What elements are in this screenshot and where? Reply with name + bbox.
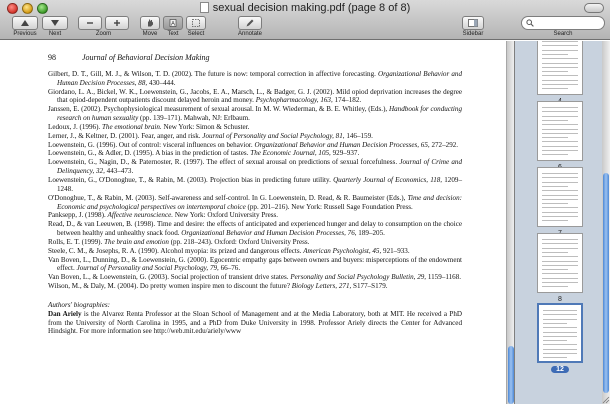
zoom-label: Zoom [95,31,112,37]
thumbnail-label: 8 [558,296,562,303]
svg-text:A: A [170,21,176,28]
hand-icon [146,19,154,28]
reference-item: Gilbert, D. T., Gill, M. J., & Wilson, T. D. (2002). The future is now: temporal correction in affective forecasting. Organizational Behavior and Human Decision Processes, 88, 430–444. [48,69,462,87]
resize-grip-icon[interactable] [600,394,610,404]
pdf-document-icon [200,2,209,13]
zoom-in-button[interactable] [105,16,129,30]
sidebar-scroll-thumb[interactable] [603,173,609,393]
reference-item: Steele, C. M., & Josephs, R. A. (1990). Alcohol myopia: its prized and dangerous effects. American Psychologist, 45, 921–933. [48,246,410,255]
thumbnail-image [537,233,583,293]
move-label: Move [142,31,158,37]
pdf-page [48,41,462,336]
thumbnail-label: 12 [537,366,583,373]
reference-item: Janssen, E. (2002). Psychophysiological measurement of sexual arousal. In M. W. Wiederman, & B. E. Whitley, (Eds.), Handbook for conducting research on human sexuality (pp. 139–171). Mahwah, NJ: Erlbaum. [48,105,462,123]
reference-item: Loewenstein, G. (1996). Out of control: visceral influences on behavior. Organizational Behavior and Human Decision Processes, 65, 272–292. [48,140,459,149]
select-tool-button[interactable] [186,16,206,30]
biographies-heading: Authors' biographies: [48,300,111,309]
reference-item: Rolls, E. T. (1999). The brain and emotion (pp. 218–243). Oxford: Oxford University Press. [48,237,310,246]
page-thumbnail[interactable] [537,167,583,237]
minus-icon [86,19,94,27]
search-field[interactable] [521,16,605,30]
pencil-icon [246,19,255,28]
toolbar-toggle-button[interactable] [584,3,604,13]
reference-item: Lerner, J., & Keltner, D. (2001). Fear, anger, and risk. Journal of Personality and Social Psychology, 81, 146–159. [48,131,373,140]
reference-item: Loewenstein, G., & Adler, D. (1995). A bias in the prediction of tastes. The Economic Journal, 105, 929–937. [48,149,360,158]
annotate-button[interactable] [238,16,262,30]
text-cursor-icon [169,19,177,28]
document-scrollbar[interactable] [506,41,514,404]
sidebar-toggle-button[interactable] [462,16,484,30]
page-number: 98 [48,53,56,62]
thumbnail-image [537,167,583,227]
references-list [48,70,462,291]
arrow-down-icon [50,19,60,27]
document-view[interactable] [0,41,506,404]
author-name: Dan Ariely [48,309,82,318]
page-thumbnail[interactable] [537,303,583,373]
zoom-out-button[interactable] [78,16,102,30]
journal-title: Journal of Behavioral Decision Making [82,53,210,62]
search-label: Search [553,31,573,37]
reference-item: Van Boven, L., Dunning, D., & Loewenstein, G. (2000). Egocentric empathy gaps between owners and buyers: misperceptions of the endowment effect. Journal of Personality and Social Psychology, 79, 66–76. [48,255,462,273]
reference-item: Ledoux, J. (1996). The emotional brain. New York: Simon & Schuster. [48,122,250,131]
reference-item: Van Boven, L., & Loewenstein, G. (2003). Social projection of transient drive states. Personality and Social Psychology Bulletin, 29, 1159–1168. [48,273,462,282]
text-label: Text [167,31,179,37]
reference-item: Giordano, L. A., Bickel, W. K., Loewenstein, G., Jacobs, E. A., Marsch, L., & Badger, G. J. (2002). Mild opiod deprivation increases the degree that opiod-dependent outpatients discount delayed heroin and money. Psychopharmacology, 163, 174–182. [48,87,462,105]
reference-item: Loewenstein, G., Nagin, D., & Paternoster, R. (1997). The effect of sexual arousal on predictions of sexual forcefulness. Journal of Crime and Delinquency, 32, 443–473. [48,158,462,176]
move-tool-button[interactable] [140,16,160,30]
thumbnail-image [537,101,583,161]
search-input[interactable] [536,18,600,28]
text-tool-button[interactable] [163,16,183,30]
selection-icon [192,19,201,28]
page-thumbnail[interactable] [537,41,583,105]
select-label: Select [187,31,205,37]
page-thumbnail[interactable] [537,233,583,303]
plus-icon [113,19,121,27]
thumbnail-image [537,41,583,95]
window-title: sexual decision making.pdf (page 8 of 8) [0,2,610,14]
next-page-button[interactable] [42,16,68,30]
thumbnail-sidebar [514,41,610,404]
annotate-label: Annotate [237,31,263,37]
previous-label: Previous [13,31,37,37]
sidebar-label: Sidebar [462,31,484,37]
reference-item: Loewenstein, G., O'Donoghue, T., & Rabin, M. (2003). Projection bias in predicting future utility. Quarterly Journal of Economics, 118, 1209–1248. [48,175,462,193]
reference-item: Panksepp, J. (1998). Affective neuroscience. New York: Oxford University Press. [48,211,279,220]
reference-item: Read, D., & van Leeuwen, B. (1998). Time and desire: the effects of anticipated and experienced hunger and delay to consumption on the choice between healthy and unhealthy snack food. Organizational Behavior and Human Decision Processes, 76, 189–205. [48,220,462,238]
author-bio-text: is the Alvarez Renta Professor at the Sloan School of Management and at the Media Laboratory, both at MIT. He received a PhD from the University of North Carolina in 1995, and a PhD from Duke University in 1998. Professor Ariely directs the Center for Advanced Hindsight. For more information see http://web.mit.edu/ariely/www [48,309,463,336]
page-header [48,41,462,70]
search-icon [526,19,534,27]
author-biography [48,310,462,337]
reference-item: O'Donoghue, T., & Rabin, M. (2003). Self-awareness and self-control. In G. Loewenstein, D. Read, & R. Baumeister (Eds.), Time and decision: Economic and psychological perspectives on intertemporal choice (pp. 201–216). New York: Russell Sage Foundation Press. [48,193,462,211]
sidebar-icon [468,19,478,27]
reference-item: Wilson, M., & Daly, M. (2004). Do pretty women inspire men to discount the future? Biology Letters, 271, S177–S179. [48,282,388,291]
sidebar-scrollbar[interactable] [602,41,610,404]
toolbar [0,0,610,40]
page-thumbnail[interactable] [537,101,583,171]
thumbnail-image [537,303,583,363]
next-label: Next [48,31,62,37]
arrow-up-icon [20,19,30,27]
previous-page-button[interactable] [12,16,38,30]
